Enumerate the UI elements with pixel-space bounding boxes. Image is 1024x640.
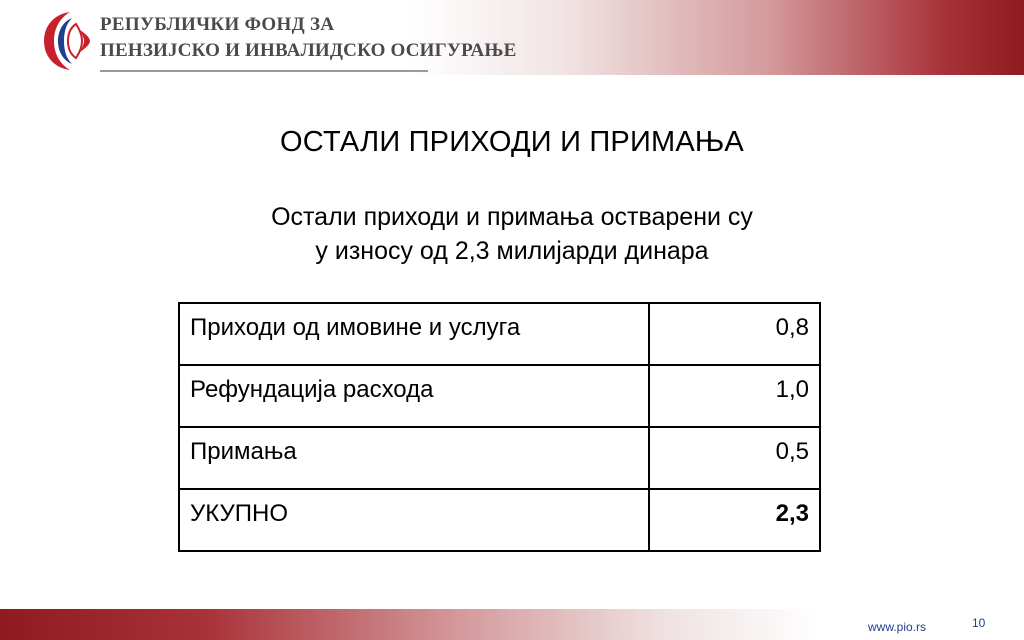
table-row xyxy=(179,427,820,489)
row-label: Приходи од имовине и услуга xyxy=(179,303,649,365)
website-link[interactable]: www.pio.rs xyxy=(868,620,927,634)
row-label: Примања xyxy=(179,427,649,489)
pio-fund-logo-icon xyxy=(40,8,98,74)
slide-title: ОСТАЛИ ПРИХОДИ И ПРИМАЊА xyxy=(280,126,744,158)
row-label: Рефундација расхода xyxy=(179,365,649,427)
subtitle-line1: Остали приходи и примања остварени су xyxy=(271,203,753,231)
organization-name-line1: РЕПУБЛИЧКИ ФОНД ЗА xyxy=(100,14,335,35)
total-label: УКУПНО xyxy=(179,489,649,551)
row-value: 1,0 xyxy=(649,365,820,427)
row-value: 0,5 xyxy=(649,427,820,489)
table-row xyxy=(179,365,820,427)
slide-subtitle xyxy=(0,200,1024,268)
table-row-total xyxy=(179,489,820,551)
row-value: 0,8 xyxy=(649,303,820,365)
organization-underline xyxy=(100,70,428,72)
page-number: 10 xyxy=(972,616,986,630)
subtitle-line2: у износу од 2,3 милијарди динара xyxy=(315,237,709,265)
organization-name-line2: ПЕНЗИЈСКО И ИНВАЛИДСКО ОСИГУРАЊЕ xyxy=(100,40,517,61)
organization-name xyxy=(100,12,517,64)
total-value: 2,3 xyxy=(649,489,820,551)
revenue-table xyxy=(178,302,821,552)
table-row xyxy=(179,303,820,365)
